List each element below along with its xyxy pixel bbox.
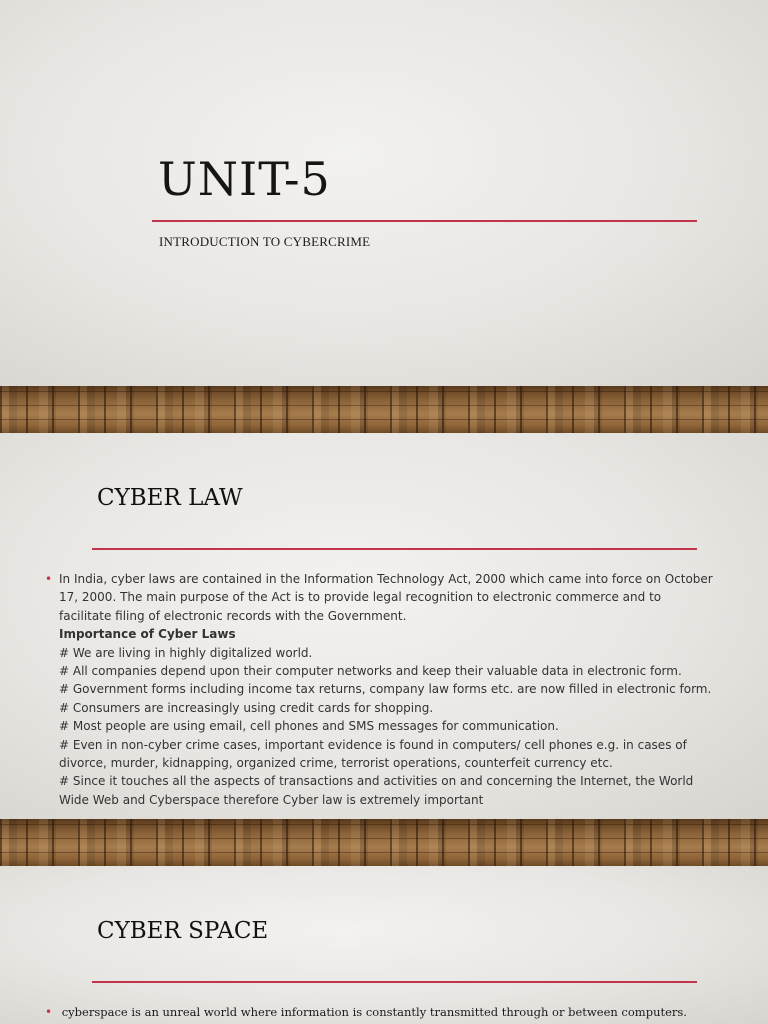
list-item [45, 1005, 745, 1019]
heading-divider [92, 548, 697, 550]
point-text: # Government forms including income tax returns, company law forms etc. are now filled in electronic form. [59, 682, 712, 697]
slide-cyber-law [0, 433, 768, 819]
cyber-law-body [45, 570, 717, 809]
wood-floor-decoration [0, 819, 768, 866]
point-text: # Most people are using email, cell phones and SMS messages for communication. [59, 719, 559, 734]
slide-title-heading: UNIT-5 [158, 152, 331, 206]
wood-floor-decoration [0, 386, 768, 433]
bullet-icon: • [45, 1005, 53, 1019]
point-text: # Consumers are increasingly using credit cards for shopping. [59, 700, 434, 715]
importance-heading: Importance of Cyber Laws [59, 627, 236, 642]
list-item-text: In India, cyber laws are contained in the Information Technology Act, 2000 which came into force on October 17, 2000. The main purpose of the Act is to provide legal recognition to electronic commerce and to facilitate filing of electronic records with the Government. [59, 572, 713, 623]
title-divider [152, 220, 697, 222]
section-heading: CYBER SPACE [97, 918, 269, 944]
list-item [45, 570, 717, 625]
point-text: # Even in non-cyber crime cases, important evidence is found in computers/ cell phones e.g. in cases of divorce, murder, kidnapping, organized crime, terrorist operations, counterfeit currency etc. [59, 737, 687, 771]
slide-subtitle: INTRODUCTION TO CYBERCRIME [159, 234, 371, 249]
slide-cyber-space [0, 866, 768, 1024]
bullet-icon: • [45, 572, 53, 586]
heading-divider [92, 981, 697, 983]
section-heading: CYBER LAW [97, 485, 243, 511]
point-text: # Since it touches all the aspects of transactions and activities on and concerning the Internet, the World Wide Web and Cyberspace therefore Cyber law is extremely important [59, 774, 694, 807]
list-item-text: cyberspace is an unreal world where information is constantly transmitted through or between computers. [61, 1005, 687, 1019]
point-text: # All companies depend upon their computer networks and keep their valuable data in electronic form. [59, 664, 682, 679]
point-text: # We are living in highly digitalized world. [59, 645, 313, 660]
slide-title [0, 0, 768, 386]
